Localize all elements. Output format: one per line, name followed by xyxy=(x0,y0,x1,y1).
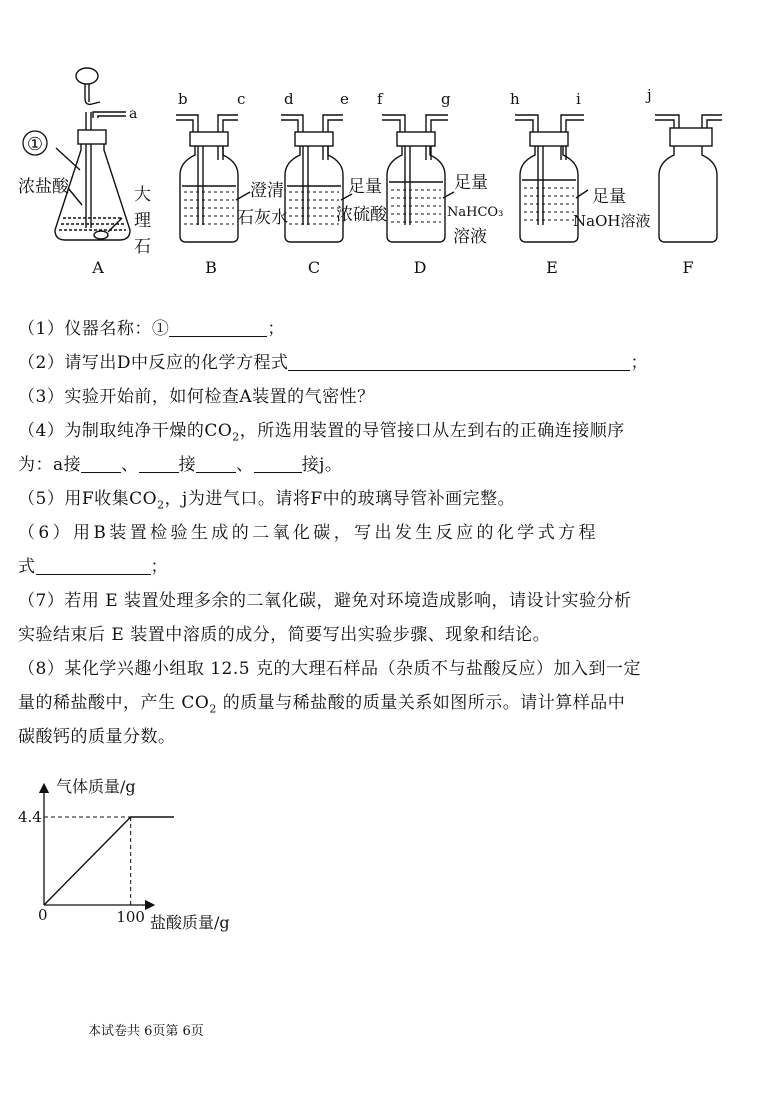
question-7 xyxy=(18,584,763,618)
port-a: a xyxy=(129,106,138,122)
question-4 xyxy=(18,414,763,448)
answer-blank-1[interactable] xyxy=(169,316,267,337)
answer-blank-4d[interactable] xyxy=(254,452,302,473)
apparatus-f-drawing xyxy=(655,115,722,242)
apparatus-a-drawing xyxy=(55,68,130,240)
question-1-end: ； xyxy=(267,319,285,339)
question-4-sep-1: 、 xyxy=(121,455,139,475)
question-4-subscript: 2 xyxy=(232,430,240,444)
answer-blank-4a[interactable] xyxy=(81,452,121,473)
question-5-subscript: 2 xyxy=(157,498,165,512)
question-8-text: （8）某化学兴趣小组取 12.5 克的大理石样品（杂质不与盐酸反应）加入到一定 xyxy=(18,659,641,679)
label-d: D xyxy=(413,258,427,277)
port-e: e xyxy=(340,90,349,108)
question-5 xyxy=(18,482,763,516)
question-6-line-2 xyxy=(18,550,763,584)
question-4-text-2: ，所选用装置的导管接口从左到右的正确连接顺序 xyxy=(239,421,625,441)
question-8-line-3 xyxy=(18,720,763,754)
label-conc-hcl: 浓盐酸 xyxy=(18,177,69,197)
question-2-text: （2）请写出D中反应的化学方程式 xyxy=(18,353,289,373)
question-3-text: （3）实验开始前，如何检查A装置的气密性？ xyxy=(18,387,375,407)
label-d-1: 足量 xyxy=(454,173,488,193)
label-b: B xyxy=(205,258,217,277)
tick-origin: 0 xyxy=(38,906,48,924)
marker-1: ① xyxy=(26,134,44,155)
question-3 xyxy=(18,380,763,414)
tick-y-4-4: 4.4 xyxy=(18,808,42,826)
question-8-text-3: 的质量与稀盐酸的质量关系如图所示。请计算样品中 xyxy=(216,693,626,713)
port-h: h xyxy=(510,90,520,108)
question-8-line-2 xyxy=(18,686,763,720)
port-f: f xyxy=(377,90,383,108)
label-c-1: 足量 xyxy=(348,177,382,197)
question-4-mid: 接 xyxy=(178,455,197,475)
question-1-text: （1）仪器名称：① xyxy=(18,319,170,339)
question-6-shi: 式 xyxy=(18,557,36,577)
label-e-2: NaOH溶液 xyxy=(573,212,651,230)
question-8 xyxy=(18,652,763,686)
label-b-2: 石灰水 xyxy=(237,208,288,228)
gas-mass-series-line xyxy=(44,817,174,905)
label-marble-1: 大 xyxy=(134,185,151,205)
question-8-subscript: 2 xyxy=(209,702,217,716)
label-e-1: 足量 xyxy=(592,187,626,207)
question-5-text: （5）用F收集CO xyxy=(18,489,158,509)
port-j: j xyxy=(647,86,652,104)
question-8-text-4: 碳酸钙的质量分数。 xyxy=(18,727,176,747)
answer-blank-6[interactable] xyxy=(36,554,151,575)
label-f: F xyxy=(682,258,694,277)
page-footer: 本试卷共 6页第 6页 xyxy=(88,1024,204,1039)
question-6-end: ； xyxy=(150,557,168,577)
question-6-text: （6）用B装置检验生成的二氧化碳，写出发生反应的化学式方程 xyxy=(18,523,599,543)
apparatus-d-drawing xyxy=(382,115,454,242)
apparatus-figure xyxy=(0,0,778,300)
label-c: C xyxy=(307,258,321,277)
question-7-text-2: 实验结束后 E 装置中溶质的成分，简要写出实验步骤、现象和结论。 xyxy=(18,625,551,645)
question-7-text: （7）若用 E 装置处理多余的二氧化碳，避免对环境造成影响，请设计实验分析 xyxy=(18,591,632,611)
port-c: c xyxy=(237,90,246,108)
answer-blank-4c[interactable] xyxy=(196,452,236,473)
label-d-3: 溶液 xyxy=(453,227,487,247)
question-7-line-2 xyxy=(18,618,763,652)
gas-mass-graph xyxy=(0,770,300,950)
question-4-end: 接j。 xyxy=(301,455,343,475)
question-2 xyxy=(18,346,763,380)
question-5-text-2: ，j为进气口。请将F中的玻璃导管补画完整。 xyxy=(164,489,516,509)
label-marble-2: 理 xyxy=(134,211,151,231)
question-4-line-2 xyxy=(18,448,763,482)
answer-blank-4b[interactable] xyxy=(139,452,179,473)
question-6 xyxy=(18,516,763,550)
answer-blank-2[interactable] xyxy=(288,350,630,371)
label-a: A xyxy=(92,258,104,277)
question-4-a: 为：a接 xyxy=(18,455,82,475)
question-1 xyxy=(18,312,763,346)
question-8-text-2: 量的稀盐酸中，产生 CO xyxy=(18,693,210,713)
x-axis-label: 盐酸质量/g xyxy=(150,913,230,932)
question-4-sep-2: 、 xyxy=(236,455,254,475)
label-d-2: NaHCO₃ xyxy=(447,205,504,220)
label-marble-3: 石 xyxy=(134,237,151,257)
label-c-2: 浓硫酸 xyxy=(336,205,387,225)
tick-x-100: 100 xyxy=(116,908,145,926)
y-axis-label: 气体质量/g xyxy=(56,777,136,796)
question-4-text: （4）为制取纯净干燥的CO xyxy=(18,421,233,441)
port-g: g xyxy=(441,90,451,108)
label-b-1: 澄清 xyxy=(250,181,284,201)
port-d: d xyxy=(284,90,294,108)
port-b: b xyxy=(178,90,188,108)
label-e: E xyxy=(546,258,558,277)
question-2-end: ； xyxy=(630,353,648,373)
port-i: i xyxy=(576,90,581,108)
